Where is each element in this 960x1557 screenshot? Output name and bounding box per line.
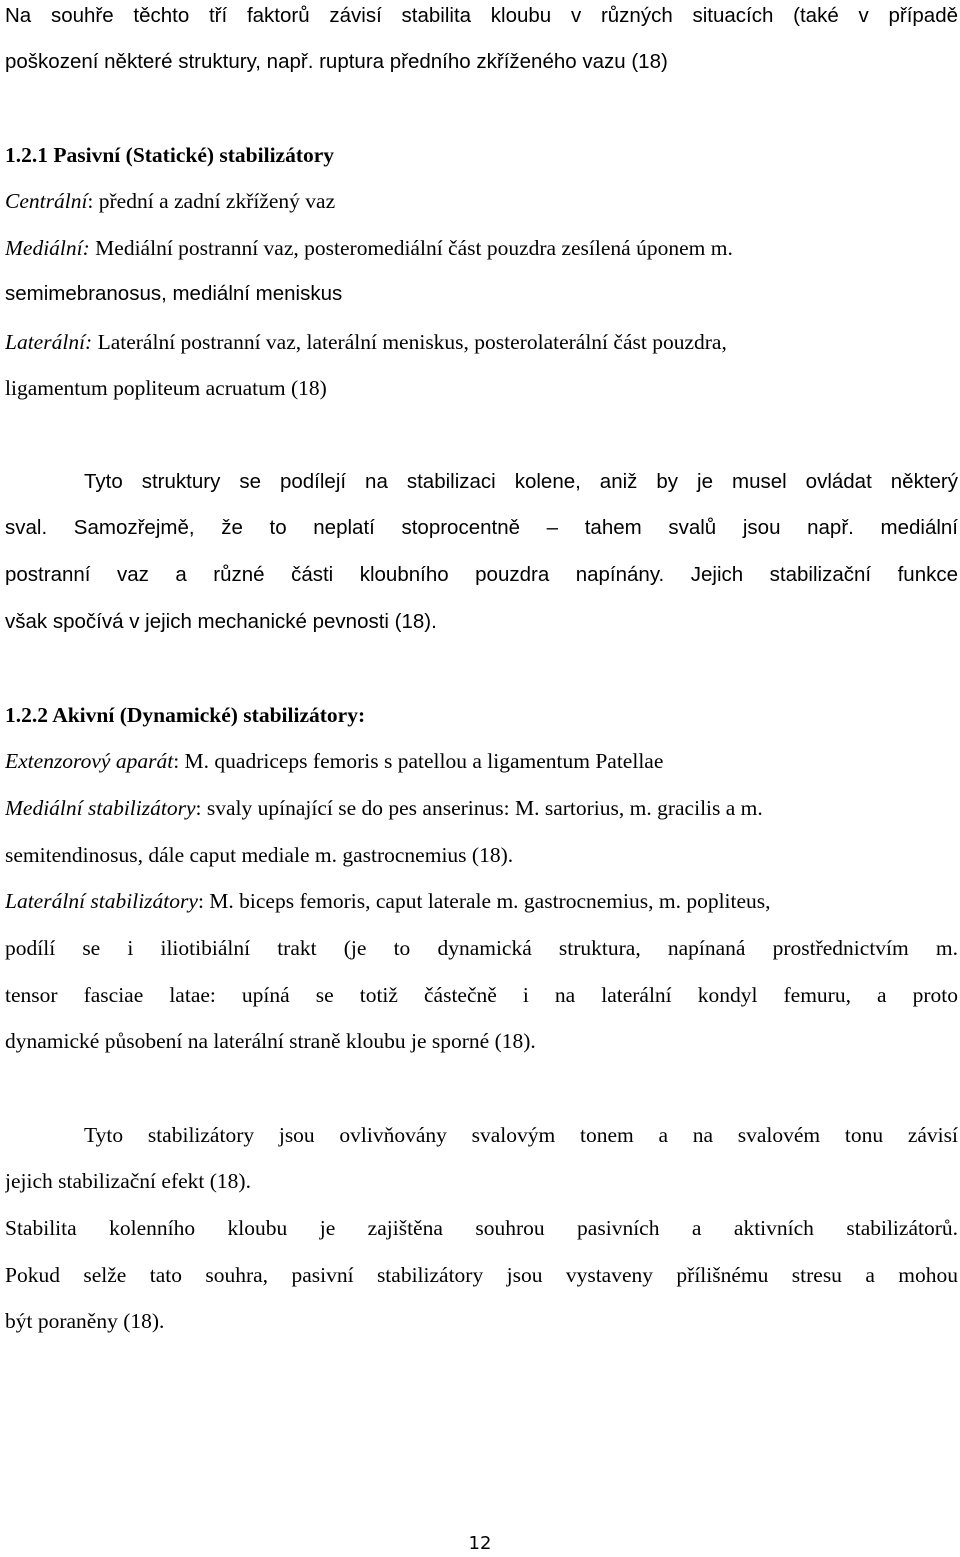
paragraph-line: postranní vaz a různé části kloubního pouzdra napínány. Jejich stabilizační funkce <box>5 563 958 586</box>
section-heading-1-2-2: 1.2.2 Akivní (Dynamické) stabilizátory: <box>5 703 366 727</box>
medialni-line <box>5 234 958 262</box>
section-heading-1-2-1: 1.2.1 Pasivní (Statické) stabilizátory <box>5 143 335 167</box>
extenzorovy-text: : M. quadriceps femoris s patellou a ligamentum Patellae <box>173 749 664 773</box>
paragraph-line: Tyto struktury se podílejí na stabilizaci kolene, aniž by je musel ovládat některý <box>84 470 958 493</box>
medialni-stabilizatory-continuation: semitendinosus, dále caput mediale m. gastrocnemius (18). <box>5 843 514 867</box>
paragraph-line: jejich stabilizační efekt (18). <box>5 1169 251 1193</box>
centralni-line <box>5 187 958 215</box>
lateralni-stabilizatory-line <box>5 887 958 915</box>
medialni-label: Mediální: <box>5 236 90 260</box>
lateralni-label: Laterální: <box>5 330 93 354</box>
medialni-stabilizatory-line <box>5 794 958 822</box>
paragraph-line: však spočívá v jejich mechanické pevnosti (18). <box>5 610 437 633</box>
lateralni-stabilizatory-text: : M. biceps femoris, caput laterale m. gastrocnemius, m. popliteus, <box>197 889 771 913</box>
page-number: 12 <box>468 1533 492 1554</box>
paragraph-line: Pokud selže tato souhra, pasivní stabilizátory jsou vystaveny přílišnému stresu a mohou <box>5 1263 958 1287</box>
centralni-text: : přední a zadní zkřížený vaz <box>87 189 336 213</box>
paragraph-line: Na souhře těchto tří faktorů závisí stabilita kloubu v různých situacích (také v případě <box>5 4 958 27</box>
paragraph-line: tensor fasciae latae: upíná se totiž částečně i na laterální kondyl femuru, a proto <box>5 983 958 1007</box>
extenzorovy-label: Extenzorový aparát <box>5 749 174 773</box>
paragraph-line: dynamické působení na laterální straně kloubu je sporné (18). <box>5 1029 536 1053</box>
paragraph-line: podílí se i iliotibiální trakt (je to dynamická struktura, napínaná prostřednictvím m. <box>5 936 958 960</box>
lateralni-stabilizatory-label: Laterální stabilizátory <box>5 889 198 913</box>
medialni-continuation: semimebranosus, mediální meniskus <box>5 282 343 305</box>
centralni-label: Centrální <box>5 189 88 213</box>
medialni-text: Mediální postranní vaz, posteromediální část pouzdra zesílená úponem m. <box>89 236 733 260</box>
paragraph-line: Tyto stabilizátory jsou ovlivňovány svalovým tonem a na svalovém tonu závisí <box>84 1123 958 1147</box>
paragraph-line: Stabilita kolenního kloubu je zajištěna souhrou pasivních a aktivních stabilizátorů. <box>5 1216 958 1240</box>
lateralni-text: Laterální postranní vaz, laterální meniskus, posterolaterální část pouzdra, <box>92 330 727 354</box>
lateralni-continuation: ligamentum popliteum acruatum (18) <box>5 376 327 400</box>
medialni-stabilizatory-text: : svaly upínající se do pes anserinus: M. sartorius, m. gracilis a m. <box>195 796 763 820</box>
paragraph-line: být poraněny (18). <box>5 1309 165 1333</box>
lateralni-line <box>5 328 958 356</box>
paragraph-line: sval. Samozřejmě, že to neplatí stoprocentně – tahem svalů jsou např. mediální <box>5 516 958 539</box>
extenzorovy-line <box>5 747 958 775</box>
paragraph-line: poškození některé struktury, např. ruptura předního zkříženého vazu (18) <box>5 50 668 73</box>
medialni-stabilizatory-label: Mediální stabilizátory <box>5 796 196 820</box>
